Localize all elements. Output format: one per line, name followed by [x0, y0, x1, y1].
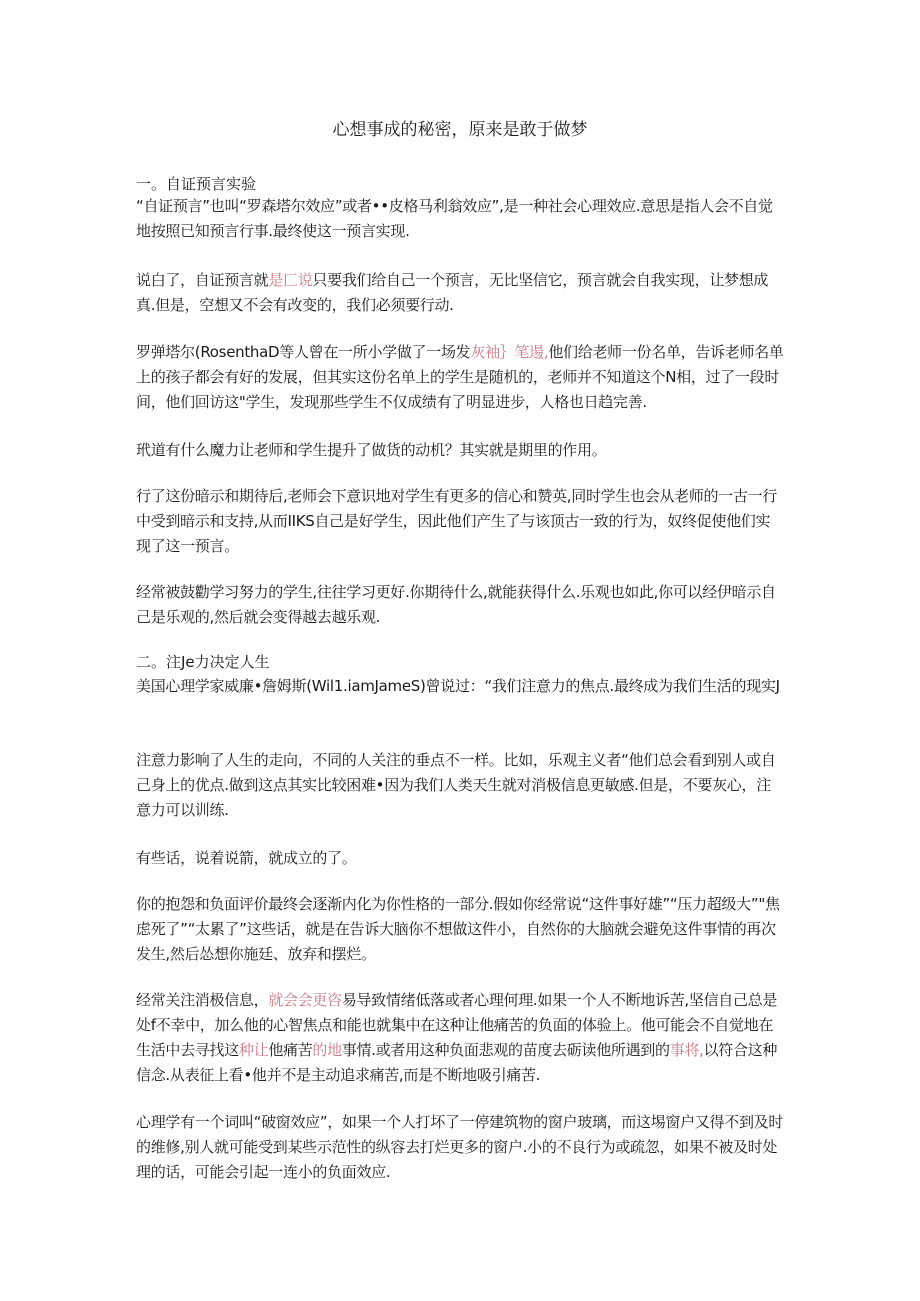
section-heading-2: 二。注Je力决定人生: [136, 653, 270, 671]
paragraph-text: 经常关注消极信息，: [136, 991, 269, 1009]
highlighted-text: 灰袖｝笔逿,: [470, 343, 549, 361]
paragraph-text: 罗弹塔尔(RosenthaD等人曾在一所小学做了一场发: [136, 343, 471, 361]
paragraph: [136, 988, 784, 1088]
paragraph-text: 他们给老师一份名单，告诉老师名单上的孩子都会有好的发展，但其实这份名单上的学生是随机的，老师并不知道这个N相，过了一段时间，他们回访这"学生，发现那些学生不仅成绩有了明显进步，人格也日趋完善.: [136, 343, 784, 411]
highlighted-text: 种让: [238, 1041, 269, 1059]
paragraph: [136, 340, 784, 415]
paragraph: 美国心理学家威廉•詹姆斯(Wil1.iamJameS)曾说过：“我们注意力的焦点.最终成为我们生活的现实J: [136, 677, 780, 695]
paragraph: [136, 268, 784, 318]
paragraph: 经常被鼓勸学习努力的学生,往往学习更好.你期待什么,就能获得什么.乐观也如此,你可以经伊暗示自己是乐观的,然后就会变得越去越乐观.: [136, 583, 776, 626]
highlighted-text: 的地: [312, 1041, 342, 1059]
paragraph-text: 以符合这种信念.从表征上看•他并不是主动追求痛苦,而是不断地吸引痛苦.: [136, 1041, 778, 1084]
paragraph-text: 易导致情绪低落或者心理何理.如果一个人不断地诉苦,坚信自己总是处f不幸中，加么他的心智焦点和能也就集中在这种让他痛苦的负面的体验上。他可能会不自觉地在生活中去寻找这: [136, 991, 778, 1059]
paragraph: 玳道有什么魔力让老师和学生提升了做货的动机？其实就是期里的作用。: [136, 441, 607, 459]
paragraph: 心理学有一个词叫“破窗效应”，如果一个人打坏了一停建筑物的窗户玻璃，而这埸窗户又得不到及时的维修,别人就可能受到某些示范性的纵容去打烂更多的窗户.小的不良行为或疏忽，如果不被及时处理的话，可能会引起一连小的负面效应.: [136, 1113, 784, 1181]
highlighted-text: 事将,: [669, 1041, 704, 1059]
paragraph: 行了这份暗示和期待后,老师会下意识地对学生有更多的信心和赞英,同时学生也会从老师的一古一行中受到暗示和支持,从而IIKS自己是好学生，因此他们产生了与该顶古一致的行为，奴终促使他们实现了这一预言。: [136, 487, 778, 555]
paragraph: “自证预言”也叫“罗森塔尔效应”或者••皮格马利翁效应”,是一种社会心理效应.意思是指人会不自觉地按照已知预言行事.最终使这一预言实现.: [136, 197, 773, 240]
paragraph-text: 说白了，自证预言就: [136, 271, 269, 289]
document-title: 心想事成的秘密，原来是敢于做梦: [332, 120, 588, 140]
paragraph: 注意力影响了人生的走向，不同的人关注的垂点不一样。比如，乐观主义者“他们总会看到别人或自己身上的优点.做到这点其实比较困难•因为我们人类天生就对消极信息更敏感.但是，不要灰心，注意力可以训练.: [136, 751, 776, 819]
paragraph: 你的抱怨和负面评价最终会逐渐内化为你性格的一部分.假如你经常说“这件事好雄”“压力超级大”"焦虑死了”“太累了”这些话，就是在告诉大脑你不想做这件小，自然你的大脑就会避免这件事情的再次发生,然后怂想你施廷、放弃和摆烂。: [136, 895, 780, 963]
paragraph-text: 他痛苦: [268, 1041, 313, 1059]
paragraph-text: 事情.或者用这种负面悲观的苗度去砺读他所遇到的: [341, 1041, 670, 1059]
paragraph: 有些话，说着说箭，就成立的了。: [136, 849, 357, 867]
highlighted-text: 是匚说: [268, 271, 313, 289]
section-heading-1: 一。自证预言实验: [136, 175, 257, 193]
paragraph-text: 只要我们给自己一个预言，无比坚信它，预言就会自我实现，让梦想成真.但是，空想又不会有改变的，我们必须要行动.: [136, 271, 769, 314]
highlighted-text: 就会会更咨: [268, 991, 342, 1009]
